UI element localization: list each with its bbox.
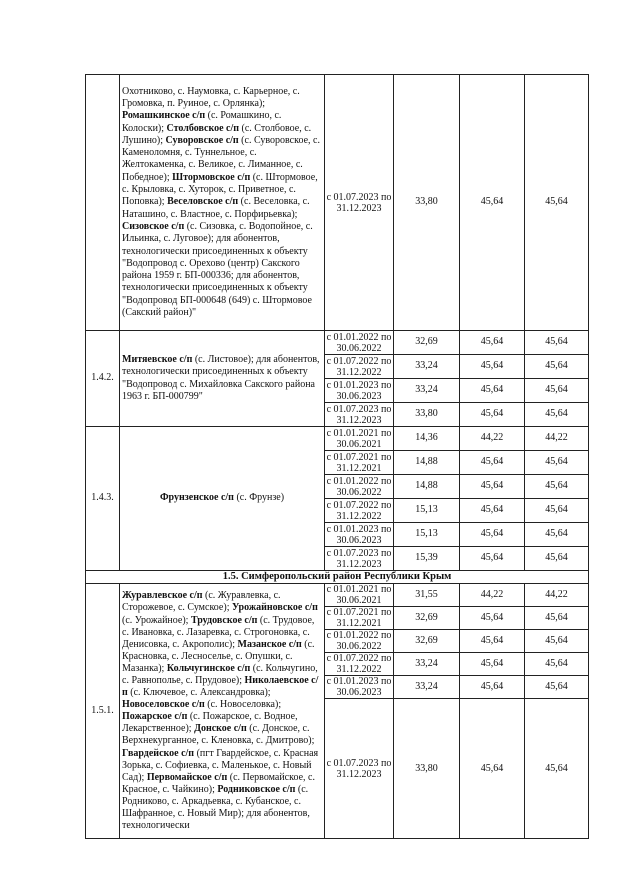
tariff-value-3: 45,64	[525, 699, 589, 839]
tariff-value-2: 45,64	[460, 630, 525, 653]
period-cell: с 01.07.2023 по 31.12.2023	[325, 547, 394, 571]
tariff-value-1: 32,69	[394, 630, 460, 653]
tariff-value-2: 45,64	[460, 676, 525, 699]
tariff-value-1: 33,80	[394, 699, 460, 839]
tariff-value-3: 45,64	[525, 523, 589, 547]
tariff-value-3: 45,64	[525, 607, 589, 630]
tariff-value-1: 33,24	[394, 653, 460, 676]
settlement-description: Фрунзенское с/п (с. Фрунзе)	[120, 427, 325, 571]
period-cell: с 01.07.2023 по 31.12.2023	[325, 699, 394, 839]
row-number: 1.4.2.	[86, 331, 120, 427]
tariff-value-2: 44,22	[460, 584, 525, 607]
table-row	[86, 584, 589, 607]
tariff-value-1: 32,69	[394, 607, 460, 630]
tariff-value-3: 45,64	[525, 355, 589, 379]
tariff-value-1: 33,80	[394, 75, 460, 331]
tariff-value-3: 45,64	[525, 379, 589, 403]
period-cell: с 01.07.2022 по 31.12.2022	[325, 355, 394, 379]
period-cell: с 01.07.2022 по 31.12.2022	[325, 499, 394, 523]
tariff-value-1: 14,88	[394, 451, 460, 475]
tariff-value-3: 45,64	[525, 451, 589, 475]
period-cell: с 01.07.2021 по 31.12.2021	[325, 607, 394, 630]
tariff-table	[85, 74, 589, 839]
table-row	[86, 75, 589, 331]
period-cell: с 01.01.2022 по 30.06.2022	[325, 475, 394, 499]
period-cell: с 01.01.2021 по 30.06.2021	[325, 584, 394, 607]
tariff-value-2: 45,64	[460, 523, 525, 547]
tariff-value-2: 45,64	[460, 75, 525, 331]
period-cell: с 01.01.2023 по 30.06.2023	[325, 523, 394, 547]
tariff-value-2: 45,64	[460, 451, 525, 475]
period-cell: с 01.01.2023 по 30.06.2023	[325, 379, 394, 403]
tariff-value-3: 45,64	[525, 331, 589, 355]
table-row	[86, 427, 589, 451]
settlement-description: Митяевское с/п (с. Листовое); для абонентов, технологически присоединенных к объекту "Водопровод с. Михайловка Сакского района 1963 г. БП-000799"	[120, 331, 325, 427]
settlement-description: Журавлевское с/п (с. Журавлевка, с. Сторожевое, с. Сумское); Урожайновское с/п (с. Урожайное); Трудовское с/п (с. Трудовое, с. Ивановка, с. Лазаревка, с. Строгоновка, с. Денисовка, с. Акрополис); Мазанское с/п (с. Красновка, с. Лесноселье, с. Опушки, с. Мазанка); Кольчугинское с/п (с. Кольчугино, с. Равнополье, с. Прудовое); Николаевское с/п (с. Ключевое, с. Александровка); Новоселовское с/п (с. Новоселовка); Пожарское с/п (с. Пожарское, с. Водное, Лекарственное); Донское с/п (с. Донское, с. Верхнекурганное, с. Кленовка, с. Дмитрово); Гвардейское с/п (пгт Гвардейское, с. Красная Зорька, с. Софиевка, с. Маленькое, с. Новый Сад); Первомайское с/п (с. Первомайское, с. Красное, с. Чайкино); Родниковское с/п (с. Родниково, с. Аркадьевка, с. Кубанское, с. Шафранное, с. Новый Мир); для абонентов, технологически	[120, 584, 325, 839]
tariff-value-3: 45,64	[525, 676, 589, 699]
row-number: 1.4.3.	[86, 427, 120, 571]
tariff-value-1: 31,55	[394, 584, 460, 607]
tariff-value-2: 45,64	[460, 547, 525, 571]
tariff-value-2: 45,64	[460, 653, 525, 676]
tariff-value-3: 45,64	[525, 630, 589, 653]
tariff-value-1: 33,80	[394, 403, 460, 427]
tariff-value-2: 45,64	[460, 499, 525, 523]
period-cell: с 01.07.2023 по 31.12.2023	[325, 75, 394, 331]
section-row	[86, 571, 589, 584]
section-title: 1.5. Симферопольский район Республики Крым	[86, 571, 589, 584]
tariff-value-1: 15,39	[394, 547, 460, 571]
tariff-value-3: 45,64	[525, 475, 589, 499]
period-cell: с 01.07.2021 по 31.12.2021	[325, 451, 394, 475]
tariff-value-1: 14,88	[394, 475, 460, 499]
tariff-value-1: 33,24	[394, 379, 460, 403]
tariff-value-2: 45,64	[460, 379, 525, 403]
tariff-value-2: 45,64	[460, 699, 525, 839]
period-cell: с 01.01.2021 по 30.06.2021	[325, 427, 394, 451]
period-cell: с 01.01.2022 по 30.06.2022	[325, 630, 394, 653]
tariff-value-1: 33,24	[394, 676, 460, 699]
table-row	[86, 331, 589, 355]
tariff-value-1: 14,36	[394, 427, 460, 451]
tariff-value-3: 45,64	[525, 547, 589, 571]
tariff-value-1: 15,13	[394, 499, 460, 523]
period-cell: с 01.01.2022 по 30.06.2022	[325, 331, 394, 355]
tariff-value-2: 45,64	[460, 331, 525, 355]
tariff-value-3: 44,22	[525, 427, 589, 451]
row-number	[86, 75, 120, 331]
tariff-table-body	[86, 75, 589, 839]
period-cell: с 01.01.2023 по 30.06.2023	[325, 676, 394, 699]
settlement-description: Охотниково, с. Наумовка, с. Карьерное, с. Громовка, п. Руиное, с. Орлянка); Ромашкинское с/п (с. Ромашкино, с. Колоски); Столбовское с/п (с. Столбовое, с. Лушино); Суворовское с/п (с. Суворовское, с. Каменоломня, с. Туннельное, с. Желтокаменка, с. Великое, с. Лиманное, с. Победное); Штормовское с/п (с. Штормовое, с. Крыловка, с. Хуторок, с. Приветное, с. Поповка); Веселовское с/п (с. Веселовка, с. Наташино, с. Властное, с. Порфирьевка); Сизовское с/п (с. Сизовка, с. Водопойное, с. Ильинка, с. Луговое); для абонентов, технологически присоединенных к объекту "Водопровод с. Орехово (центр) Сакского района 1959 г. БП-000336; для абонентов, технологически присоединенных к объекту "Водопровод БП-000648 (649) с. Штормовое (Сакский район)"	[120, 75, 325, 331]
tariff-value-2: 45,64	[460, 607, 525, 630]
row-number: 1.5.1.	[86, 584, 120, 839]
tariff-value-2: 44,22	[460, 427, 525, 451]
tariff-value-3: 45,64	[525, 499, 589, 523]
tariff-value-2: 45,64	[460, 403, 525, 427]
period-cell: с 01.07.2022 по 31.12.2022	[325, 653, 394, 676]
tariff-value-3: 45,64	[525, 403, 589, 427]
tariff-value-2: 45,64	[460, 475, 525, 499]
tariff-value-2: 45,64	[460, 355, 525, 379]
tariff-value-3: 44,22	[525, 584, 589, 607]
tariff-value-3: 45,64	[525, 653, 589, 676]
tariff-value-1: 32,69	[394, 331, 460, 355]
period-cell: с 01.07.2023 по 31.12.2023	[325, 403, 394, 427]
tariff-value-1: 15,13	[394, 523, 460, 547]
tariff-value-3: 45,64	[525, 75, 589, 331]
tariff-value-1: 33,24	[394, 355, 460, 379]
